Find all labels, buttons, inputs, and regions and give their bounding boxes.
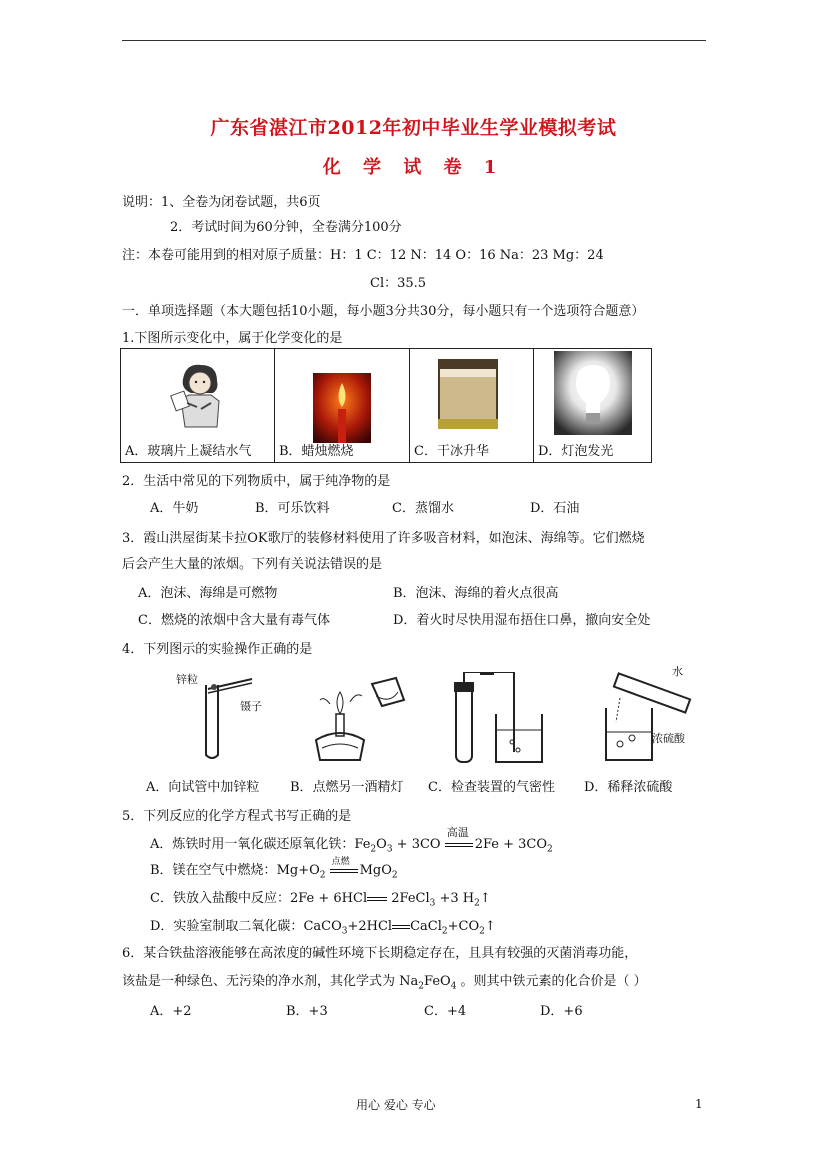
q5-b-condition: 点燃: [331, 857, 350, 867]
exam-title: 广东省湛江市2012年初中毕业生学业模拟考试: [210, 117, 617, 139]
q5-option-d: D．实验室制取二氧化碳：CaCO$_3$+2HCl $CaCl_2+CO_2↑$: [150, 919, 496, 937]
q6-option-b: B．+3: [286, 1004, 328, 1019]
q2-option-d: D．石油: [530, 501, 580, 516]
q3-stem-line-2: 后会产生大量的浓烟。下列有关说法错误的是: [122, 557, 383, 572]
q5-option-a: A．炼铁时用一氧化碳还原氧化铁：$Fe_2O_3 + 3CO$ 高温 $2Fe + 3CO_2$: [150, 826, 553, 855]
q1-cell-a: [121, 349, 275, 463]
q6-option-a: A．+2: [150, 1004, 192, 1019]
q3-option-b: B．泡沫、海绵的着火点很高: [393, 586, 559, 601]
q6-stem-line-1: 6．某合铁盐溶液能够在高浓度的碱性环境下长期稳定存在，且具有较强的灭菌消毒功能，: [122, 946, 638, 961]
footer-motto: 用心 爱心 专心: [356, 1098, 436, 1112]
q1-option-d: D．灯泡发光: [538, 444, 614, 459]
light-bulb-icon: [554, 351, 632, 435]
q4-option-d: D．稀释浓硫酸: [584, 780, 673, 795]
q3-option-d: D．着火时尽快用湿布捂住口鼻，撤向安全处: [393, 613, 651, 628]
burning-candle-icon: [313, 373, 371, 443]
q5-a-condition: 高温: [446, 826, 469, 839]
q5-stem: 5．下列反应的化学方程式书写正确的是: [122, 809, 352, 824]
q1-option-a: A．玻璃片上凝结水气: [125, 444, 252, 459]
q4-option-b: B．点燃另一酒精灯: [290, 780, 404, 795]
label-tweezers: 镊子: [240, 700, 262, 713]
q4-stem: 4．下列图示的实验操作正确的是: [122, 642, 313, 657]
section-heading: 一．单项选择题（本大题包括10小题，每小题3分共30分，每小题只有一个选项符合题意）: [122, 304, 645, 319]
label-water: 水: [672, 665, 683, 678]
q6-stem-line-2: 该盐是一种绿色、无污染的净水剂，其化学式为 $Na_2FeO_4$ 。则其中铁元素的化合价是（ ）: [122, 974, 647, 992]
q2-stem: 2．生活中常见的下列物质中，属于纯净物的是: [122, 474, 391, 489]
q2-option-a: A．牛奶: [150, 501, 199, 516]
girl-breathing-glass-icon: [161, 359, 231, 431]
q1-option-b: B．蜡烛燃烧: [279, 444, 354, 459]
q3-stem-line-1: 3．霞山洪屋街某卡拉OK歌厅的装修材料使用了许多吸音材料，如泡沫、海绵等。它们燃烧: [122, 531, 645, 546]
q1-image-table: [120, 348, 652, 463]
q6-option-d: D．+6: [540, 1004, 583, 1019]
q5-d-text: D．实验室制取二氧化碳：: [150, 919, 304, 934]
dilute-sulfuric-acid-icon: [590, 664, 700, 764]
label-acid: 浓硫酸: [652, 732, 685, 745]
q2-option-b: B．可乐饮料: [255, 501, 330, 516]
q1-cell-b: [275, 349, 410, 463]
alcohol-lamp-lighting-icon: [300, 674, 410, 766]
q1-stem: 1.下图所示变化中，属于化学变化的是: [122, 331, 343, 346]
note-line-1: 说明：1、全卷为闭卷试题，共6页: [122, 195, 321, 210]
label-zinc: 锌粒: [176, 673, 198, 686]
q5-option-b: B．镁在空气中燃烧：$Mg+O_2$ 点燃 MgO$_2$: [150, 862, 398, 885]
q3-option-c: C．燃烧的浓烟中含大量有毒气体: [138, 613, 330, 628]
q4-option-c: C．检查装置的气密性: [428, 780, 555, 795]
q1-option-c: C．干冰升华: [414, 444, 489, 459]
q3-option-a: A．泡沫、海绵是可燃物: [138, 586, 278, 601]
q2-option-c: C．蒸馏水: [392, 501, 454, 516]
q5-option-c: C．铁放入盐酸中反应：2Fe + 6HCl 2FeCl$_3$ +3 $H_2↑$: [150, 891, 491, 909]
dry-ice-sublimation-icon: [438, 359, 498, 429]
airtightness-check-icon: [450, 672, 550, 766]
note-line-2: 2．考试时间为60分钟，全卷满分100分: [170, 220, 402, 235]
page-number: 1: [695, 1097, 703, 1111]
exam-subtitle: 化 学 试 卷 1: [322, 157, 505, 178]
q4-option-a: A．向试管中加锌粒: [146, 780, 260, 795]
q6-stem-2b: 。则其中铁元素的化合价是（ ）: [456, 974, 647, 989]
note-line-4: Cl：35.5: [370, 276, 427, 291]
q5-c-text: C．铁放入盐酸中反应：: [150, 891, 290, 906]
note-line-3: 注：本卷可能用到的相对原子质量：H：1 C：12 N：14 O：16 Na：23 Mg：24: [122, 248, 604, 263]
q5-a-text: A．炼铁时用一氧化碳还原氧化铁：: [150, 837, 355, 852]
q6-stem-2a: 该盐是一种绿色、无污染的净水剂，其化学式为: [122, 974, 400, 989]
header-rule: [122, 40, 706, 41]
q1-cell-d: [534, 349, 652, 463]
q1-cell-c: [410, 349, 534, 463]
q5-b-text: B．镁在空气中燃烧：: [150, 863, 277, 878]
q6-option-c: C．+4: [424, 1004, 467, 1019]
